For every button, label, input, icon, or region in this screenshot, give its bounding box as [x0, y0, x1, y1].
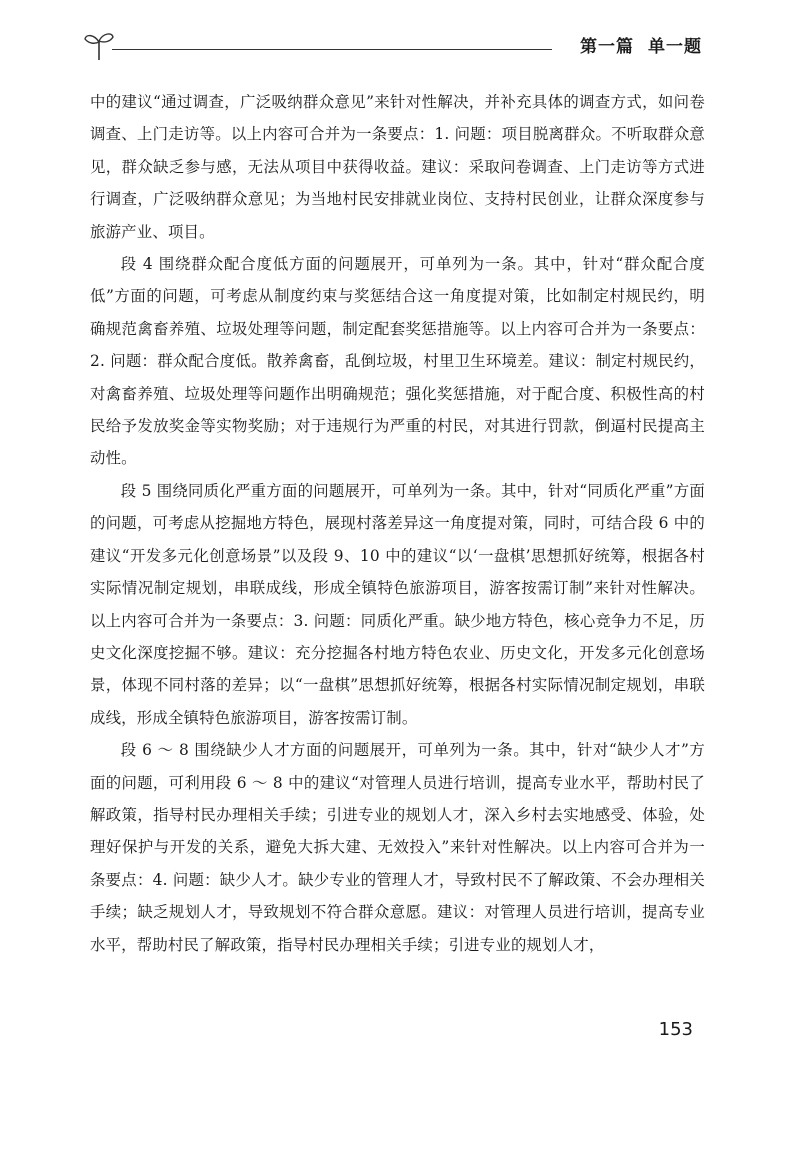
page-number: 153 [658, 1019, 693, 1040]
paragraph: 中的建议“通过调查，广泛吸纳群众意见”来针对性解决，并补充具体的调查方式，如问卷调查、上门走访等。以上内容可合并为一条要点：1. 问题：项目脱离群众。不听取群众意见，群众缺乏参与感，无法从项目中获得收益。建议：采取问卷调查、上门走访等方式进行调查，广泛吸纳群众意见；为当地村民安排就业岗位、支持村民创业，让群众深度参与旅游产业、项目。 [90, 93, 705, 241]
paragraph: 段 6 ～ 8 围绕缺少人才方面的问题展开，可单列为一条。其中，针对“缺少人才”方面的问题，可利用段 6 ～ 8 中的建议“对管理人员进行培训，提高专业水平，帮助村民了解政策，指导村民办理相关手续；引进专业的规划人才，深入乡村去实地感受、体验，处理好保护与开发的关系，避免大拆大建、无效投入”来针对性解决。以上内容可合并为一条要点：4. 问题：缺少人才。缺少专业的管理人才，导致村民不了解政策、不会办理相关手续；缺乏规划人才，导致规划不符合群众意愿。建议：对管理人员进行培训，提高专业水平，帮助村民了解政策，指导村民办理相关手续；引进专业的规划人才， [90, 741, 705, 954]
sprout-icon [82, 30, 116, 62]
paragraph: 段 5 围绕同质化严重方面的问题展开，可单列为一条。其中，针对“同质化严重”方面的问题，可考虑从挖掘地方特色，展现村落差异这一角度提对策，同时，可结合段 6 中的建议“开发多元化创意场景”以及段 9、10 中的建议“以‘一盘棋’思想抓好统筹，根据各村实际情况制定规划，串联成线，形成全镇特色旅游项目，游客按需订制”来针对性解决。以上内容可合并为一条要点：3. 问题：同质化严重。缺少地方特色，核心竞争力不足，历史文化深度挖掘不够。建议：充分挖掘各村地方特色农业、历史文化，开发多元化创意场景，体现不同村落的差异；以“一盘棋”思想抓好统筹，根据各村实际情况制定规划，串联成线，形成全镇特色旅游项目，游客按需订制。 [90, 481, 705, 727]
section-label: 单一题 [648, 37, 702, 57]
paragraph: 段 4 围绕群众配合度低方面的问题展开，可单列为一条。其中，针对“群众配合度低”方面的问题，可考虑从制度约束与奖惩结合这一角度提对策，比如制定村规民约，明确规范禽畜养殖、垃圾处理等问题，制定配套奖惩措施等。以上内容可合并为一条要点：2. 问题：群众配合度低。散养禽畜，乱倒垃圾，村里卫生环境差。建议：制定村规民约，对禽畜养殖、垃圾处理等问题作出明确规范；强化奖惩措施，对于配合度、积极性高的村民给予发放奖金等实物奖励；对于违规行为严重的村民，对其进行罚款，倒逼村民提高主动性。 [90, 255, 705, 468]
running-header [82, 30, 702, 64]
body-text [90, 86, 705, 961]
part-label: 第一篇 [580, 37, 634, 57]
section-title [580, 32, 702, 57]
header-rule [112, 49, 552, 50]
